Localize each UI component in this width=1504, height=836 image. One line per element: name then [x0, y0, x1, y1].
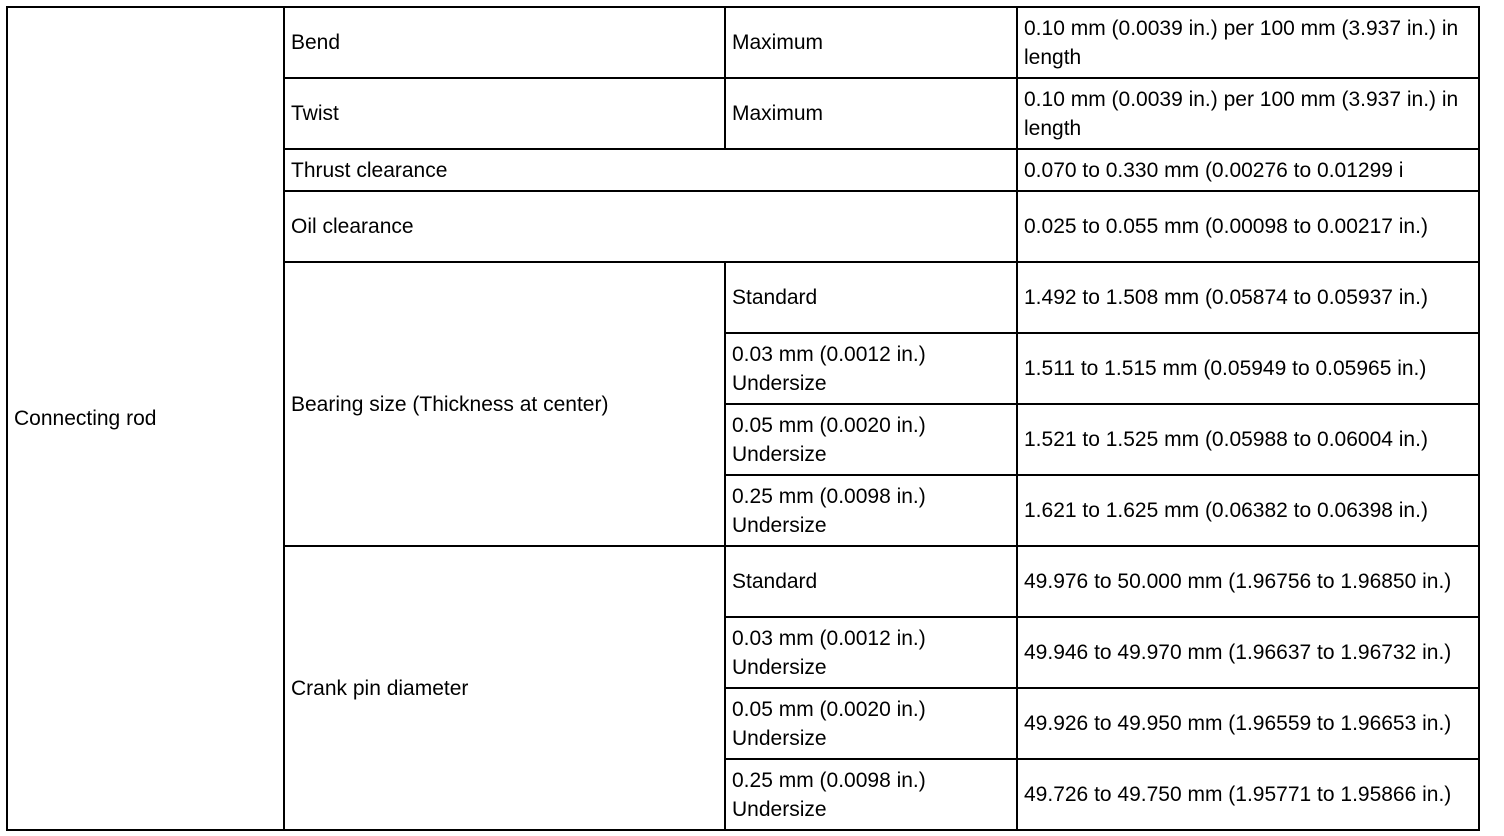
bearing-size-label: Bearing size (Thickness at center): [284, 262, 725, 546]
component-cell: Connecting rod: [7, 7, 284, 830]
twist-label: Twist: [284, 78, 725, 149]
bend-label: Bend: [284, 7, 725, 78]
crank-pin-grade: 0.05 mm (0.0020 in.) Undersize: [725, 688, 1017, 759]
bend-condition: Maximum: [725, 7, 1017, 78]
bearing-size-value: 1.521 to 1.525 mm (0.05988 to 0.06004 in.): [1017, 404, 1479, 475]
spec-table: [6, 6, 1480, 831]
table-row-bend: [7, 7, 1479, 78]
twist-condition: Maximum: [725, 78, 1017, 149]
crank-pin-grade: 0.03 mm (0.0012 in.) Undersize: [725, 617, 1017, 688]
bearing-size-grade: 0.05 mm (0.0020 in.) Undersize: [725, 404, 1017, 475]
bearing-size-grade: 0.03 mm (0.0012 in.) Undersize: [725, 333, 1017, 404]
crank-pin-grade: Standard: [725, 546, 1017, 617]
oil-clearance-value: 0.025 to 0.055 mm (0.00098 to 0.00217 in.): [1017, 191, 1479, 262]
bearing-size-grade: Standard: [725, 262, 1017, 333]
thrust-clearance-value: 0.070 to 0.330 mm (0.00276 to 0.01299 i: [1017, 149, 1479, 191]
bearing-size-grade: 0.25 mm (0.0098 in.) Undersize: [725, 475, 1017, 546]
oil-clearance-label: Oil clearance: [284, 191, 1017, 262]
crank-pin-value: 49.926 to 49.950 mm (1.96559 to 1.96653 in.): [1017, 688, 1479, 759]
crank-pin-value: 49.726 to 49.750 mm (1.95771 to 1.95866 in.): [1017, 759, 1479, 830]
bearing-size-value: 1.621 to 1.625 mm (0.06382 to 0.06398 in.): [1017, 475, 1479, 546]
crank-pin-value: 49.946 to 49.970 mm (1.96637 to 1.96732 in.): [1017, 617, 1479, 688]
bend-value: 0.10 mm (0.0039 in.) per 100 mm (3.937 in.) in length: [1017, 7, 1479, 78]
twist-value: 0.10 mm (0.0039 in.) per 100 mm (3.937 in.) in length: [1017, 78, 1479, 149]
bearing-size-value: 1.511 to 1.515 mm (0.05949 to 0.05965 in.): [1017, 333, 1479, 404]
bearing-size-value: 1.492 to 1.508 mm (0.05874 to 0.05937 in.): [1017, 262, 1479, 333]
thrust-clearance-label: Thrust clearance: [284, 149, 1017, 191]
crank-pin-value: 49.976 to 50.000 mm (1.96756 to 1.96850 in.): [1017, 546, 1479, 617]
crank-pin-diameter-label: Crank pin diameter: [284, 546, 725, 830]
crank-pin-grade: 0.25 mm (0.0098 in.) Undersize: [725, 759, 1017, 830]
